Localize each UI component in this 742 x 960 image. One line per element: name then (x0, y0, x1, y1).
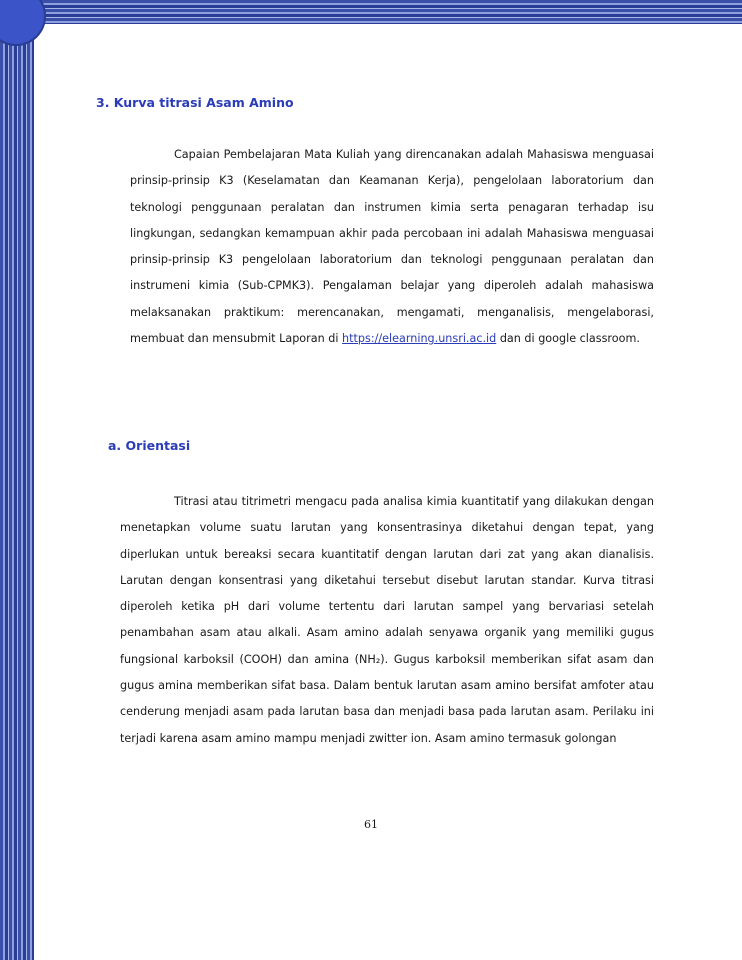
top-border-decoration (0, 0, 742, 24)
left-border-decoration (0, 0, 34, 960)
section-heading: 3. Kurva titrasi Asam Amino (96, 95, 294, 110)
orientation-paragraph (120, 489, 654, 752)
intro-text-end: dan di google classroom. (496, 332, 640, 346)
corner-ornament (0, 0, 46, 46)
elearning-link[interactable]: https://elearning.unsri.ac.id (342, 332, 497, 346)
orientation-text: Titrasi atau titrimetri mengacu pada analisa kimia kuantitatif yang dilakukan dengan menetapkan volume suatu larutan yang konsentrasinya diketahui dengan tepat, yang diperlukan untuk bereaksi secara kuantitatif dengan larutan dari zat yang akan dianalisis. Larutan dengan konsentrasi yang diketahui tersebut disebut larutan standar. Kurva titrasi diperoleh ketika pH dari volume tertentu dari larutan sampel yang bervariasi setelah penambahan asam atau alkali. Asam amino adalah senyawa organik yang memiliki gugus fungsional karboksil (COOH) dan amina (NH₂). Gugus karboksil memberikan sifat asam dan gugus amina memberikan sifat basa. Dalam bentuk larutan asam amino bersifat amfoter atau cenderung menjadi asam pada larutan basa dan menjadi basa pada larutan asam. Perilaku ini terjadi karena asam amino mampu menjadi zwitter ion. Asam amino termasuk golongan (120, 495, 654, 745)
intro-paragraph (130, 142, 654, 352)
page-number: 61 (364, 818, 378, 831)
intro-text: Capaian Pembelajaran Mata Kuliah yang direncanakan adalah Mahasiswa menguasai prinsip-prinsip K3 (Keselamatan dan Keamanan Kerja), pengelolaan laboratorium dan teknologi penggunaan peralatan dan instrumen kimia serta penagaran terhadap isu lingkungan, sedangkan kemampuan akhir pada percobaan ini adalah Mahasiswa menguasai prinsip-prinsip K3 pengelolaan laboratorium dan teknologi penggunaan peralatan dan instrumeni kimia (Sub-CPMK3). Pengalaman belajar yang diperoleh adalah mahasiswa melaksanakan praktikum: merencanakan, mengamati, menganalisis, mengelaborasi, membuat dan mensubmit Laporan di (130, 148, 654, 346)
subsection-heading: a. Orientasi (108, 438, 191, 453)
